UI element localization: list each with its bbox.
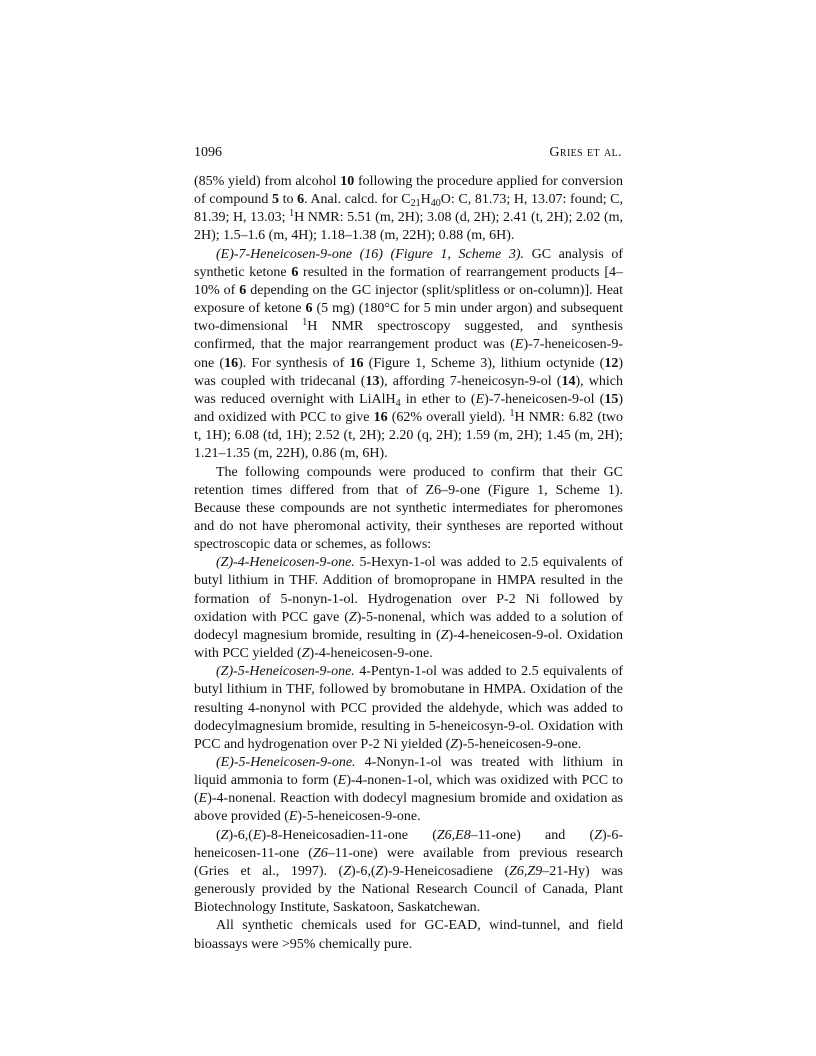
page-header	[194, 144, 622, 162]
paragraph-heneicosadienes: (Z)-6,(E)-8-Heneicosadien-11-one (Z6,E8–11-one) and (Z)-6-heneicosen-11-one (Z6–11-one) were available from previous research (Gries et al., 1997). (Z)-6,(Z)-9-Heneicosadiene (Z6,Z9–21-Hy) was generously provided by the National Research Council of Canada, Plant Biotechnology Institute, Saskatoon, Saskatchewan.	[194, 827, 623, 916]
paragraph-purity: All synthetic chemicals used for GC-EAD, wind-tunnel, and field bioassays were >95% chemically pure.	[194, 918, 623, 952]
section-heading: (E)-7-Heneicosen-9-one (16) (Figure 1, Scheme 3).	[216, 246, 524, 262]
paragraph-z4-heneicosen-9-one: (Z)-4-Heneicosen-9-one. 5-Hexyn-1-ol was added to 2.5 equivalents of butyl lithium in THF. Addition of bromopropane in HMPA resulted in the formation of 5-nonyn-1-ol. Hydrogenation over P-2 Ni followed by oxidation with PCC gave (Z)-5-nonenal, which was added to a solution of dodecyl magnesium bromide, resulting in (Z)-4-heneicosen-9-ol. Oxidation with PCC yielded (Z)-4-heneicosen-9-one.	[194, 555, 624, 662]
paragraph-e7-heneicosen-9-one: (E)-7-Heneicosen-9-one (16) (Figure 1, Scheme 3). GC analysis of synthetic ketone 6 resulted in the formation of rearrangement products [4–10% of 6 depending on the GC injector (split/splitless or on-column)]. Heat exposure of ketone 6 (5 mg) (180°C for 5 min under argon) and subsequent two-dimensional $^1$H NMR spectroscopy suggested, and synthesis confirmed, that the major rearrangement product was (E)-7-heneicosen-9-one (16). For synthesis of 16 (Figure 1, Scheme 3), lithium octynide (12) was coupled with tridecanal (13), affording 7-heneicosyn-9-ol (14), which was reduced overnight with LiAlH$_4$ in ether to (E)-7-heneicosen-9-ol (15) and oxidized with PCC to give 16 (62% overall yield). $^1$H NMR: 6.82 (two t, 1H); 6.08 (td, 1H); 2.52 (t, 2H); 2.20 (q, 2H); 1.59 (m, 2H); 1.45 (m, 2H); 1.21–1.35 (m, 22H), 0.86 (m, 6H).	[194, 246, 624, 462]
paragraph-z5-heneicosen-9-one: (Z)-5-Heneicosen-9-one. 4-Pentyn-1-ol was added to 2.5 equivalents of butyl lithium in THF, followed by bromobutane in HMPA. Oxidation of the resulting 4-nonynol with PCC provided the aldehyde, which was added to dodecylmagnesium bromide, resulting in 5-heneicosyn-9-ol. Oxidation with PCC and hydrogenation over P-2 Ni yielded (Z)-5-heneicosen-9-one.	[194, 664, 623, 752]
paragraph-synthesis-end: (85% yield) from alcohol 10 following the procedure applied for conversion of compound 5 to 6. Anal. calcd. for $C_{21}H_{40}O$: C, 81.73; H, 13.07: found; C, 81.39; H, 13.03; $^1$H NMR: 5.51 (m, 2H); 3.08 (d, 2H); 2.41 (t, 2H); 2.02 (m, 2H); 1.5–1.6 (m, 4H); 1.18–1.38 (m, 22H); 0.88 (m, 6H).	[194, 174, 624, 244]
section-heading: (Z)-4-Heneicosen-9-one.	[216, 555, 355, 571]
section-heading: (E)-5-Heneicosen-9-one.	[216, 755, 356, 770]
paragraph-comparison-compounds: The following compounds were produced to confirm that their GC retention times differed from that of Z6–9-one (Figure 1, Scheme 1). Because these compounds are not synthetic intermediates for pheromones and do not have pheromonal activity, their syntheses are reported without spectroscopic data or schemes, as follows:	[194, 464, 623, 553]
paragraph-e5-heneicosen-9-one: (E)-5-Heneicosen-9-one. 4-Nonyn-1-ol was treated with lithium in liquid ammonia to form (E)-4-nonen-1-ol, which was oxidized with PCC to (E)-4-nonenal. Reaction with dodecyl magnesium bromide and oxidation as above provided (E)-5-heneicosen-9-one.	[194, 755, 623, 825]
body-text	[194, 173, 623, 954]
section-heading: (Z)-5-Heneicosen-9-one.	[216, 664, 355, 680]
page-number: 1096	[194, 145, 222, 160]
running-head: Gries et al.	[549, 145, 622, 160]
